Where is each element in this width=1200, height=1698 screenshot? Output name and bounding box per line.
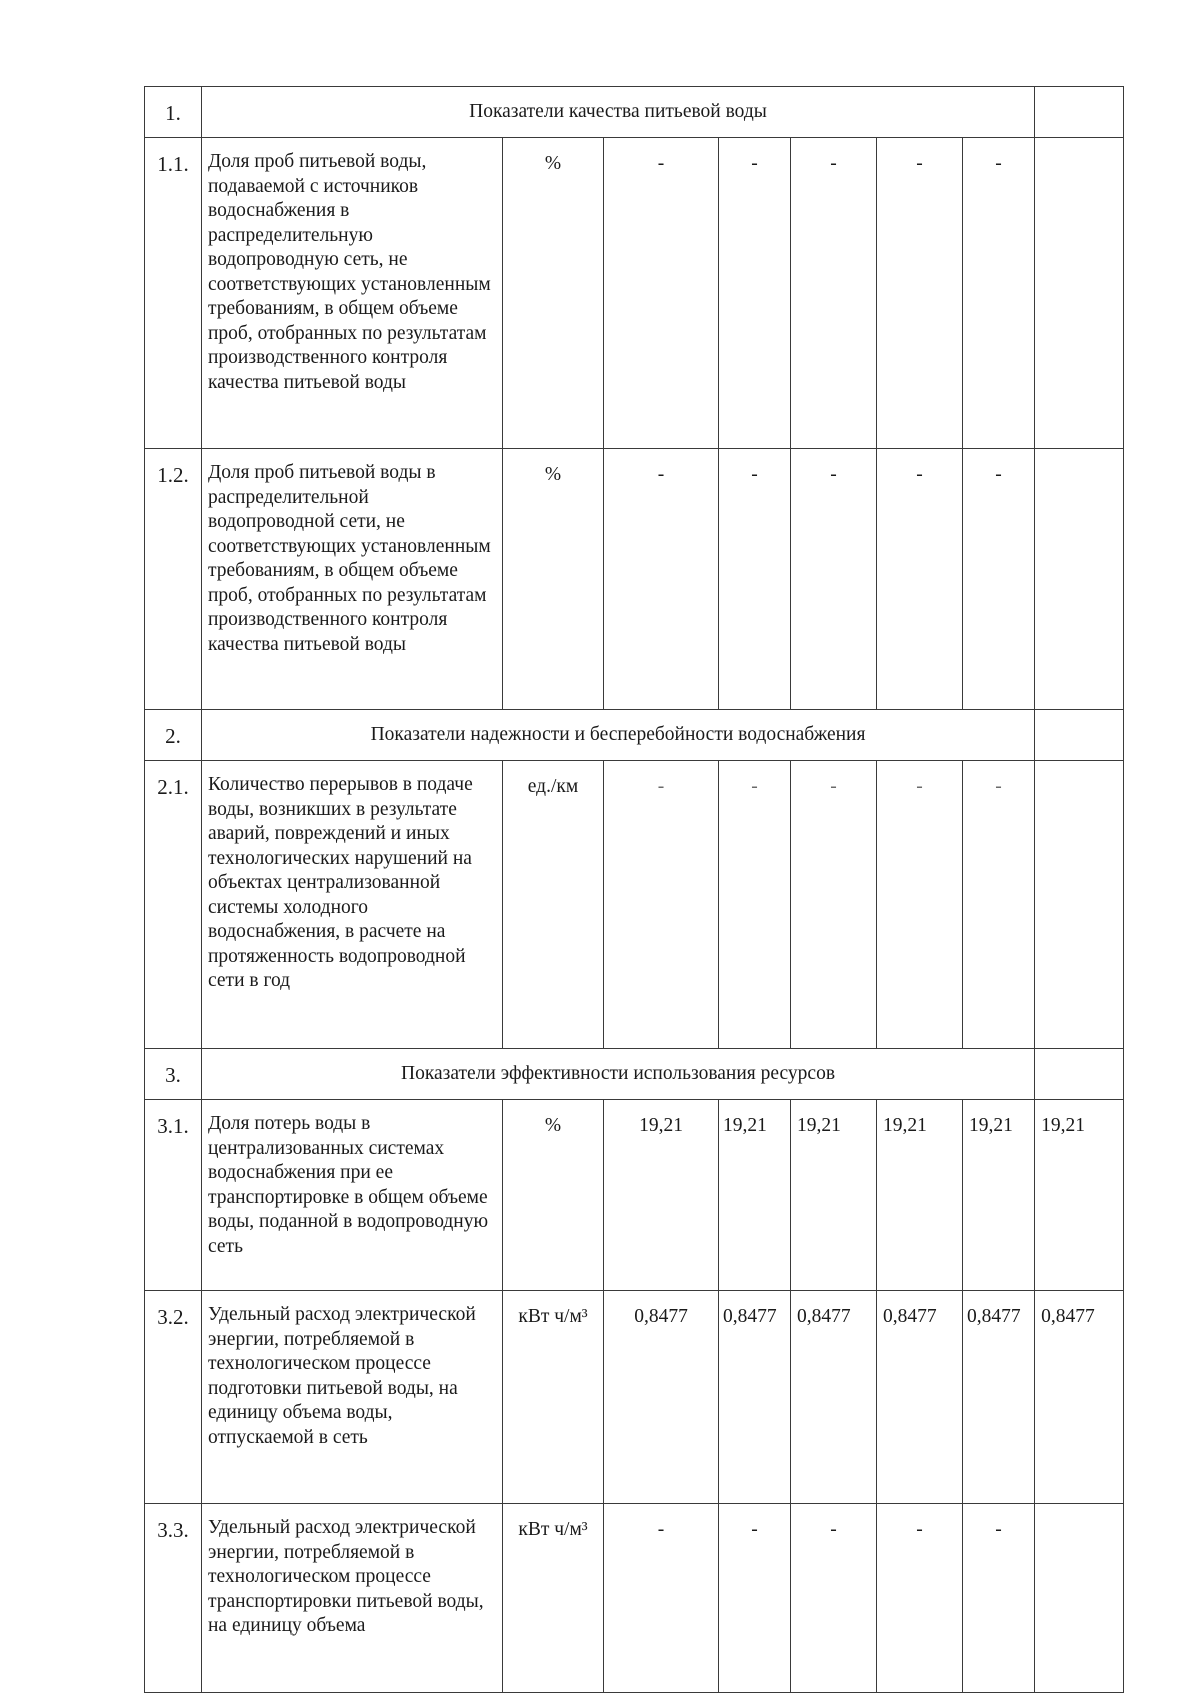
row-number: 3.1. — [145, 1100, 202, 1291]
value-cell: - — [791, 138, 877, 449]
value-cell: - — [604, 761, 719, 1049]
value-cell: - — [877, 449, 963, 710]
section-title: Показатели надежности и бесперебойности водоснабжения — [202, 710, 1035, 761]
value-cell: - — [963, 138, 1035, 449]
value-cell: 0,8477 — [719, 1291, 791, 1504]
value-cell: 19,21 — [604, 1100, 719, 1291]
value-cell: 19,21 — [719, 1100, 791, 1291]
value-cell: 19,21 — [877, 1100, 963, 1291]
unit-cell: % — [503, 138, 604, 449]
value-cell: 0,8477 — [1035, 1291, 1124, 1504]
empty-cell — [1035, 1049, 1124, 1100]
value-cell: - — [877, 761, 963, 1049]
value-cell: - — [719, 761, 791, 1049]
indicators-table — [144, 86, 1124, 1693]
unit-cell: ед./км — [503, 761, 604, 1049]
value-cell — [1035, 449, 1124, 710]
empty-cell — [1035, 710, 1124, 761]
value-cell: - — [719, 1504, 791, 1693]
table-row — [145, 1291, 1124, 1504]
value-cell: 0,8477 — [791, 1291, 877, 1504]
value-cell: 0,8477 — [877, 1291, 963, 1504]
unit-cell: % — [503, 449, 604, 710]
unit-cell: кВт ч/м³ — [503, 1504, 604, 1693]
value-cell: 0,8477 — [604, 1291, 719, 1504]
table-row — [145, 1100, 1124, 1291]
value-cell: - — [877, 138, 963, 449]
value-cell: - — [963, 1504, 1035, 1693]
value-cell: - — [791, 449, 877, 710]
table-row — [145, 449, 1124, 710]
value-cell: - — [877, 1504, 963, 1693]
row-number: 3.3. — [145, 1504, 202, 1693]
indicator-name: Удельный расход электрической энергии, потребляемой в технологическом процессе подготовки питьевой воды, на единицу объема воды, отпускаемой в сеть — [202, 1291, 503, 1504]
section-number: 2. — [145, 710, 202, 761]
value-cell: - — [604, 1504, 719, 1693]
table-row — [145, 761, 1124, 1049]
indicator-name: Доля проб питьевой воды в распределительной водопроводной сети, не соответствующих установленным требованиям, в общем объеме проб, отобранных по результатам производственного контроля качества питьевой воды — [202, 449, 503, 710]
row-number: 2.1. — [145, 761, 202, 1049]
value-cell — [1035, 761, 1124, 1049]
value-cell — [1035, 1504, 1124, 1693]
indicator-name: Доля проб питьевой воды, подаваемой с источников водоснабжения в распределительную водопроводную сеть, не соответствующих установленным требованиям, в общем объеме проб, отобранных по результатам производственного контроля качества питьевой воды — [202, 138, 503, 449]
table-row — [145, 138, 1124, 449]
row-number: 1.1. — [145, 138, 202, 449]
value-cell: - — [604, 449, 719, 710]
unit-cell: кВт ч/м³ — [503, 1291, 604, 1504]
indicator-name: Количество перерывов в подаче воды, возникших в результате аварий, повреждений и иных технологических нарушений на объектах централизованной системы холодного водоснабжения, в расчете на протяженность водопроводной сети в год — [202, 761, 503, 1049]
section-row — [145, 87, 1124, 138]
value-cell: 19,21 — [963, 1100, 1035, 1291]
value-cell: - — [719, 449, 791, 710]
value-cell — [1035, 138, 1124, 449]
value-cell: - — [604, 138, 719, 449]
row-number: 1.2. — [145, 449, 202, 710]
value-cell: - — [963, 761, 1035, 1049]
value-cell: - — [791, 1504, 877, 1693]
section-number: 1. — [145, 87, 202, 138]
value-cell: - — [719, 138, 791, 449]
value-cell: 19,21 — [791, 1100, 877, 1291]
unit-cell: % — [503, 1100, 604, 1291]
table-row — [145, 1504, 1124, 1693]
section-title: Показатели качества питьевой воды — [202, 87, 1035, 138]
value-cell: 0,8477 — [963, 1291, 1035, 1504]
indicator-name: Удельный расход электрической энергии, потребляемой в технологическом процессе транспортировки питьевой воды, на единицу объема — [202, 1504, 503, 1693]
empty-cell — [1035, 87, 1124, 138]
value-cell: - — [963, 449, 1035, 710]
section-row — [145, 1049, 1124, 1100]
value-cell: 19,21 — [1035, 1100, 1124, 1291]
section-title: Показатели эффективности использования ресурсов — [202, 1049, 1035, 1100]
section-number: 3. — [145, 1049, 202, 1100]
value-cell: - — [791, 761, 877, 1049]
section-row — [145, 710, 1124, 761]
indicator-name: Доля потерь воды в централизованных системах водоснабжения при ее транспортировке в общем объеме воды, поданной в водопроводную сеть — [202, 1100, 503, 1291]
row-number: 3.2. — [145, 1291, 202, 1504]
